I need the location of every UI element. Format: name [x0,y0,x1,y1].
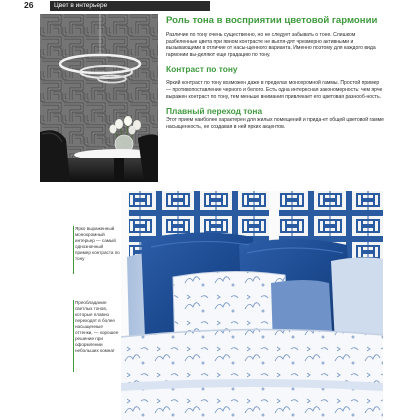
page-number: 26 [24,0,34,10]
paragraph-tone-contrast: Яркий контраст по тону возможен даже в пределах монохромной гаммы. Простой пример — противопоставление черного и белого. Есть одна интересная закономерность: чем ярче выражен контраст по тону, тем меньше внимания привлекает его цветовая разнооб-ность. [166,80,383,100]
chapter-title: Цвет в интерьере [54,2,108,9]
caption-monochrome: Ярко выраженный монохромный интерьер — самый однозначный пример контраста по тону [75,226,120,261]
heading-tone-contrast: Контраст по тону [166,64,238,75]
article [166,15,384,130]
paragraph-smooth-transition: Этот прием наиболее характерен для жилых помещений и прида-ет общей цветовой гамме насыщенность, не создавая в ней ярких акцентов. [166,117,384,130]
paragraph-tone-role: Различие по тону очень существенно, но не следует забывать о тоне. Слишком разбеленные цвета при явном контрасте не выгля-дят чрезмерно активными и вызывающими в отличие от насы-щенного варианта. Именно поэтому для каждого вида гармонии вы-деляют еще градацию по тону. [166,32,376,58]
monochrome-interior-photo [40,14,158,182]
chapter-bar [50,1,210,11]
blue-bedroom-photo [121,187,383,420]
caption-light-tones: Преобладание светлых тонов, которые плавно переходят в более насыщенные оттенки, — хорошее решение при оформлении небольших комнат [75,300,119,353]
heading-tone-role: Роль тона в восприятии цветовой гармонии [166,15,378,26]
heading-smooth-transition: Плавный переход тона [166,106,263,117]
